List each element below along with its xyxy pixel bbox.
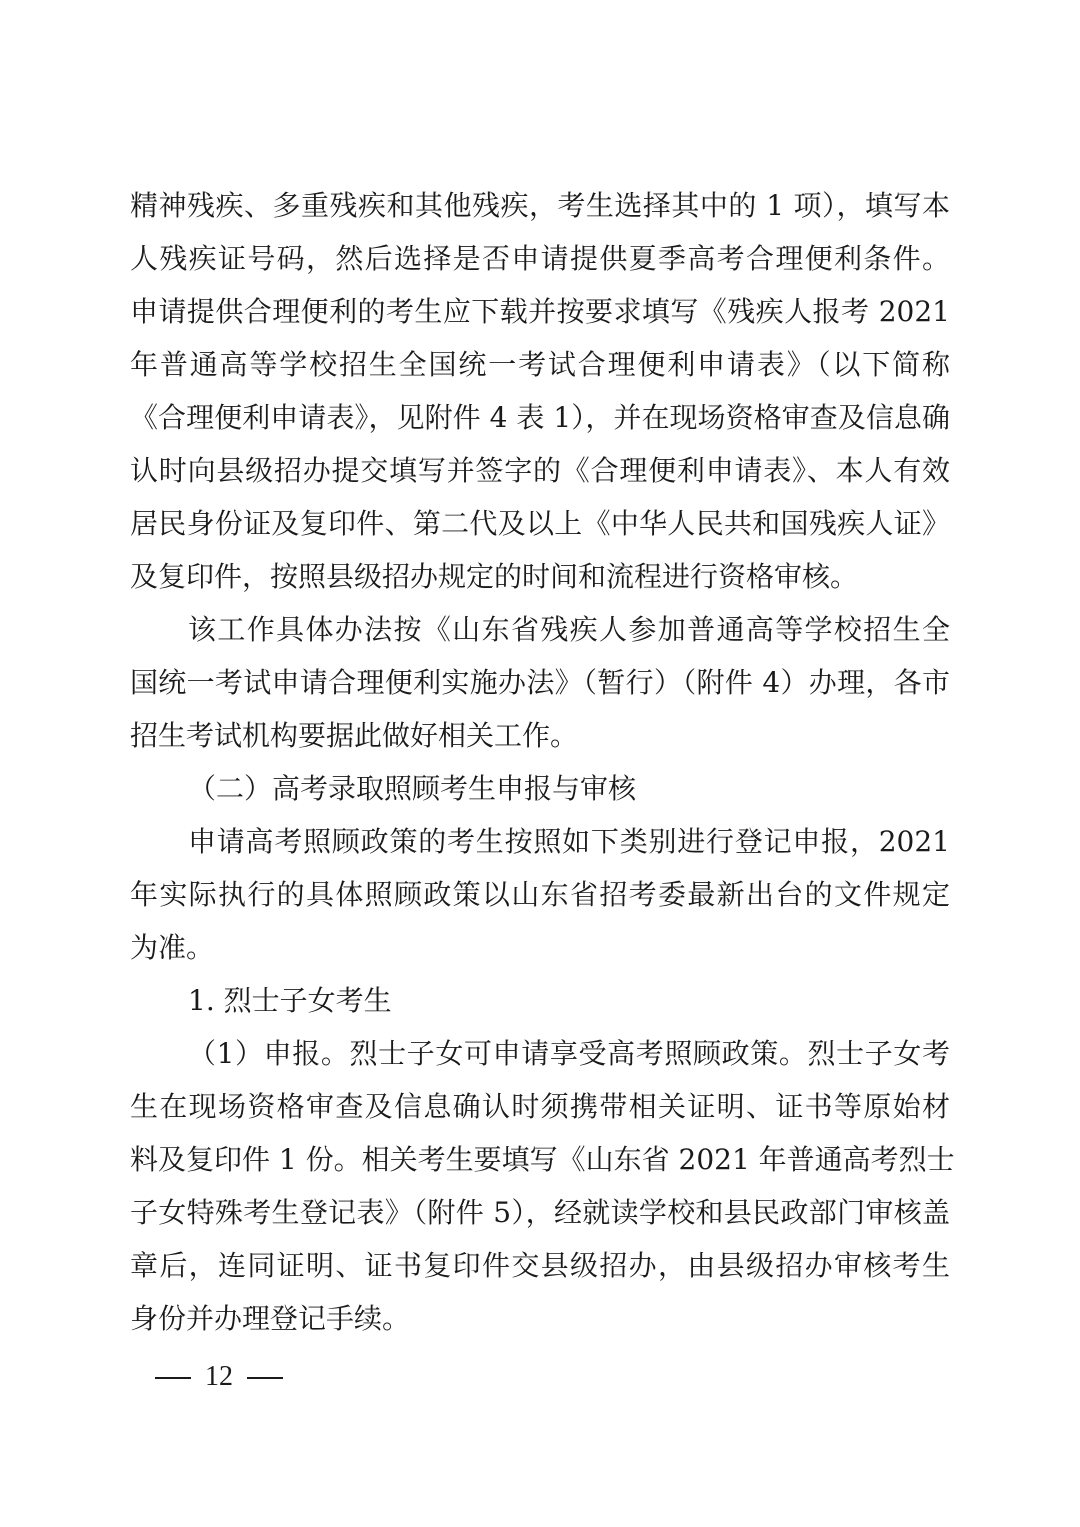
text-line: 年实际执行的具体照顾政策以山东省招考委最新出台的文件规定: [130, 878, 950, 911]
text-line: 子女特殊考生登记表》（附件 5），经就读学校和县民政部门审核盖: [130, 1196, 950, 1229]
text-line: 精神残疾、多重残疾和其他残疾，考生选择其中的 1 项），填写本: [130, 189, 950, 222]
footer-dash-left: [155, 1377, 191, 1379]
text-line: 《合理便利申请表》，见附件 4 表 1），并在现场资格审查及信息确: [130, 401, 950, 434]
text-line: 及复印件，按照县级招办规定的时间和流程进行资格审核。: [130, 560, 859, 593]
text-line: 为准。: [130, 931, 215, 964]
text-line: 申请高考照顾政策的考生按照如下类别进行登记申报，2021: [188, 825, 950, 858]
text-line: 料及复印件 1 份。相关考生要填写《山东省 2021 年普通高考烈士: [130, 1143, 955, 1176]
text-line: 认时向县级招办提交填写并签字的《合理便利申请表》、本人有效: [130, 454, 950, 487]
text-line: 人残疾证号码，然后选择是否申请提供夏季高考合理便利条件。: [130, 242, 950, 275]
footer-dash-right: [247, 1377, 283, 1379]
text-line: 国统一考试申请合理便利实施办法》（暂行）（附件 4）办理，各市: [130, 666, 950, 699]
text-line: （1）申报。烈士子女可申请享受高考照顾政策。烈士子女考: [188, 1037, 950, 1070]
text-line: 身份并办理登记手续。: [130, 1302, 411, 1335]
text-line: 居民身份证及复印件、第二代及以上《中华人民共和国残疾人证》: [130, 507, 950, 540]
text-line: 章后，连同证明、证书复印件交县级招办，由县级招办审核考生: [130, 1249, 950, 1282]
text-line: 申请提供合理便利的考生应下载并按要求填写《残疾人报考 2021: [130, 295, 950, 328]
text-line: 生在现场资格审查及信息确认时须携带相关证明、证书等原始材: [130, 1090, 950, 1123]
subsection-heading: 1. 烈士子女考生: [188, 984, 392, 1017]
text-line: 该工作具体办法按《山东省残疾人参加普通高等学校招生全: [188, 613, 950, 646]
section-heading: （二）高考录取照顾考生申报与审核: [188, 772, 637, 805]
text-line: 年普通高等学校招生全国统一考试合理便利申请表》（以下简称: [130, 348, 950, 381]
page-number: 12: [205, 1361, 233, 1392]
text-line: 招生考试机构要据此做好相关工作。: [130, 719, 579, 752]
page-footer: [155, 1356, 283, 1396]
